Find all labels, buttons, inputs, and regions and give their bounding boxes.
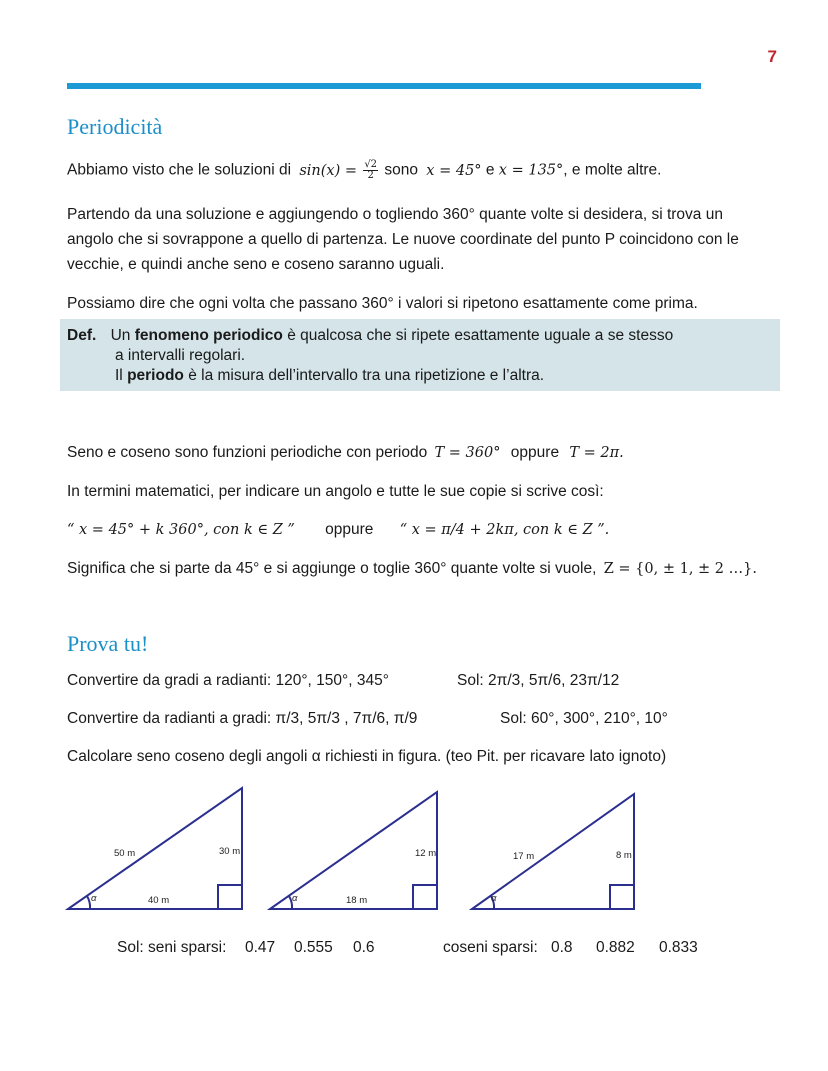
exercise-1: Convertire da gradi a radianti: 120°, 150°, 345°	[67, 672, 389, 689]
sin-expression: sin(x) =	[299, 162, 357, 179]
def-l1-post: è qualcosa che si ripete esattamente uguale a se stesso	[287, 327, 674, 344]
def-l3-post: è la misura dell’intervallo tra una ripetizione e l’altra.	[188, 367, 545, 384]
cos-solutions-label: coseni sparsi:	[443, 939, 538, 956]
para2-line2: angolo che si sovrappone a quello di partenza. Le nuove coordinate del punto P coincidono con le	[67, 231, 739, 248]
def-l1-pre: Un	[110, 327, 131, 344]
t1-hypotenuse: 50 m	[114, 848, 136, 859]
t2-base: 18 m	[346, 895, 368, 906]
period-line	[67, 444, 624, 462]
triangle-1	[68, 788, 242, 909]
para3: Possiamo dire che ogni volta che passano 360° i valori si ripetono esattamente come prima.	[67, 295, 698, 312]
triangle-2	[270, 792, 437, 909]
solution-45: x = 45°	[426, 162, 482, 179]
definition-tag: Def.	[67, 327, 97, 344]
period-or: oppure	[510, 444, 560, 461]
intro-line	[67, 160, 662, 181]
t1-base: 40 m	[148, 895, 170, 906]
definition-line3	[115, 367, 544, 385]
period-360: T = 360°	[434, 445, 501, 461]
cos-value-1: 0.8	[551, 939, 573, 956]
t3-vertical: 8 m	[616, 850, 632, 861]
definition-box	[60, 319, 780, 391]
intro-and: e	[485, 161, 495, 179]
exercise-1-solution: Sol: 2π/3, 5π/6, 23π/12	[457, 672, 620, 689]
period-2pi: T = 2π.	[569, 445, 624, 461]
exercise-3: Calcolare seno coseno degli angoli α richiesti in figura. (teo Pit. per ricavare lato ignoto)	[67, 748, 667, 765]
t3-angle: α	[491, 893, 497, 904]
formula-line	[67, 521, 609, 539]
def-l3-pre: Il	[115, 367, 123, 384]
fraction-numerator: √2	[364, 159, 378, 170]
t1-angle: α	[91, 893, 97, 904]
page-number: 7	[767, 47, 777, 66]
sin-value-3: 0.6	[353, 939, 375, 956]
cos-value-2: 0.882	[596, 939, 635, 956]
right-angle-mark-1	[218, 885, 242, 909]
sin-solutions-label: Sol: seni sparsi:	[117, 939, 227, 956]
period-prefix: Seno e coseno sono funzioni periodiche con periodo	[67, 444, 428, 461]
solution-135: x = 135°	[498, 162, 564, 179]
angle-arc-1	[87, 896, 90, 909]
def-l3-bold: periodo	[127, 367, 184, 384]
t3-hypotenuse: 17 m	[513, 851, 535, 862]
sin-value-1: 0.47	[245, 939, 276, 956]
t2-angle: α	[292, 893, 298, 904]
meaning-line	[67, 560, 757, 578]
intro-mid: sono	[384, 161, 418, 179]
meaning-prefix: Significa che si parte da 45° e si aggiunge o toglie 360° quante volte si vuole,	[67, 560, 597, 577]
exercise-2: Convertire da radianti a gradi: π/3, 5π/3 , 7π/6, π/9	[67, 710, 418, 727]
top-rule	[67, 83, 701, 89]
para2-line3: vecchie, e quindi anche seno e coseno saranno uguali.	[67, 256, 445, 273]
intro-suffix: , e molte altre.	[563, 161, 662, 179]
para2-line1: Partendo da una soluzione e aggiungendo o togliendo 360° quante volte si desidera, si trova un	[67, 206, 723, 223]
definition-line1	[67, 327, 673, 345]
integer-set: Z = {0, ± 1, ± 2 …}.	[603, 561, 757, 577]
fraction-denominator: 2	[367, 170, 374, 181]
right-angle-mark-2	[413, 885, 437, 909]
formula-degrees: “ x = 45° + k 360°, con k ∈ Z ”	[67, 522, 295, 538]
exercise-2-solution: Sol: 60°, 300°, 210°, 10°	[500, 710, 668, 727]
formula-radians: “ x = π/4 + 2kπ, con k ∈ Z ”.	[399, 522, 610, 538]
section-title-prova-tu: Prova tu!	[67, 631, 149, 656]
section-title-periodicita: Periodicità	[67, 114, 163, 139]
cos-value-3: 0.833	[659, 939, 698, 956]
definition-line2: a intervalli regolari.	[115, 347, 246, 364]
copies-line: In termini matematici, per indicare un angolo e tutte le sue copie si scrive così:	[67, 483, 604, 500]
intro-prefix: Abbiamo visto che le soluzioni di	[67, 161, 292, 179]
sin-value-2: 0.555	[294, 939, 333, 956]
formula-or: oppure	[325, 521, 374, 538]
t2-vertical: 12 m	[415, 848, 437, 859]
right-angle-mark-3	[610, 885, 634, 909]
t1-vertical: 30 m	[219, 846, 241, 857]
def-l1-bold: fenomeno periodico	[134, 327, 283, 344]
sqrt2-over-2-fraction	[363, 160, 378, 181]
